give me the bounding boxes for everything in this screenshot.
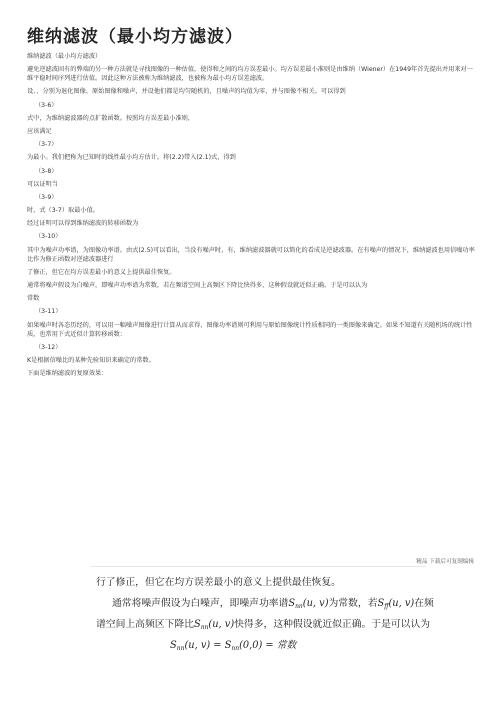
paragraph: 了修正，但它在均方误差最小的意义上提供最佳恢复。 [27, 268, 176, 276]
scanned-page-excerpt [96, 574, 476, 658]
paragraph: 其中为噪声功率谱，为图像功率谱。由式(2.5)可以看出，当没有噪声时，有，维纳滤波器就可以简化的看成是逆滤波器。在有噪声的情况下，维纳滤波也用信噪功率比作为修正函数对逆滤波器进行 [27, 246, 475, 263]
paragraph: 下面是维纳滤波的复原效果： [27, 370, 108, 378]
scan-line-3-text-a: 谱空间上高频区下降比 [96, 619, 194, 630]
page-title: 维纳滤波（最小均方滤波） [27, 27, 243, 47]
paragraph: 维纳滤波（最小均方滤波） [27, 53, 102, 60]
paragraph: K是根据信噪比的某种先验知识来确定的常数。 [27, 356, 155, 364]
scan-line-2 [96, 595, 476, 616]
equation-number: （3-12） [35, 343, 62, 351]
scan-line-2-text-c: 在频 [414, 598, 434, 609]
formula-snn-2: $S_{nn}(u$, v) [193, 619, 235, 631]
paragraph: 如果噪声时各态历经的，可以用一幅噪声图像进行计算从而求得，图像功率谱则可利用与原始图像统计性质相同的一类图像来确定。如果不知道有关随机场的统计性质，也常用下式近似计算转移函数： [27, 321, 473, 338]
equation-number: （3-6） [35, 101, 58, 109]
scan-line-3-text-b: 快得多，这种假设就近似正确。于是可以认为 [234, 619, 431, 630]
paragraph: 时，式（3-7）取最小值。 [27, 207, 99, 215]
equation-number: （3-7） [35, 141, 58, 149]
equation-number: （3-10） [35, 233, 62, 241]
formula-sff: $S_{ff}(u$, v) [377, 598, 415, 610]
paragraph: 式中，为维纳滤波器的点扩散函数。按照均方误差最小准则， [27, 114, 195, 122]
paragraph: 常数 [27, 295, 40, 303]
scan-line-3 [96, 616, 476, 637]
equation-number: （3-8） [35, 167, 58, 175]
paragraph: 通常将噪声假设为白噪声，即噪声功率谱为常数，若在频谱空间上高频区下降比快得多，这种假设就近似正确。于是可以认为 [27, 282, 368, 289]
paragraph: 设、、分别为退化图像、原始图像和噪声，并设他们都是均匀随机的，且噪声的均值为零，并与图像不相关。可以得到 [27, 88, 346, 96]
paragraph: 避免逆滤波固有的弊端的另一种方法就是寻找图像的一种估值，使得和之间的均方误差最小。均方误差最小准则是由维纳（Wiener）在1949年首先提出并用来对一维平稳时间序列进行估值。因此这种方法被称为维纳滤波，也被称为最小均方误差滤波。 [27, 66, 473, 83]
paragraph: 为最小。我们把称为已知时的线性最小均方估计。将(2.2)带入(2.1)式，得到 [27, 154, 236, 162]
equation-number: （3-11） [35, 308, 62, 316]
formula-snn: $S_{nn}(u$, v) [288, 598, 329, 610]
scan-line-2-text-b: 为常数，若 [328, 598, 378, 609]
equation-lhs: $S_{nn}(u$, $v) = S_{nn}(0,0)$ = [170, 640, 277, 652]
paragraph: 经过证明可以得到维纳滤波的转移函数为 [27, 220, 139, 228]
equation-const: 常数 [276, 640, 297, 651]
equation-number: （3-9） [35, 193, 58, 201]
scan-line-1: 行了修正，但它在均方误差最小的意义上提供最佳恢复。 [96, 577, 341, 588]
document-body [27, 52, 479, 382]
scan-line-2-text-a: 通常将噪声假设为白噪声，即噪声功率谱 [112, 598, 289, 609]
paragraph: 可以证明当 [27, 180, 58, 188]
scan-equation [96, 637, 476, 658]
footer-note: 精品 下载后可复制编辑 [416, 559, 474, 565]
paragraph: 应该满足 [27, 127, 52, 135]
divider [90, 566, 426, 567]
